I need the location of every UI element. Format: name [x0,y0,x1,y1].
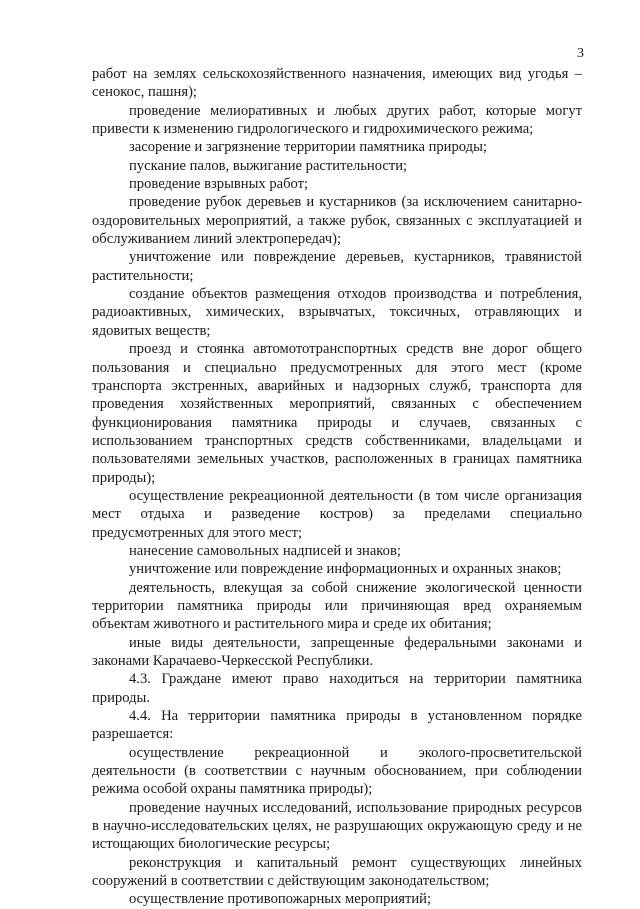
document-body [92,65,582,909]
paragraph-allowed-recreation: осуществление рекреационной и эколого-просветительской деятельности (в соответствии с научным обоснованием, при соблюдении режима особой охраны памятника природы); [92,744,582,798]
paragraph-vegetation-damage: уничтожение или повреждение деревьев, кустарников, травянистой растительности; [92,249,582,284]
paragraph-blasting: проведение взрывных работ; [129,176,309,193]
paragraph-waste-sites: создание объектов размещения отходов производства и потребления, радиоактивных, химических, взрывчатых, токсичных, отравляющих и ядовитых веществ; [92,286,582,339]
paragraph-section-4-3: 4.3. Граждане имеют право находиться на территории памятника природы. [92,671,582,706]
paragraph-signs: уничтожение или повреждение информационных и охранных знаков; [129,561,562,578]
paragraph-ecological-harm: деятельность, влекущая за собой снижение экологической ценности территории памятника природы или причиняющая вред охраняемым объектам животного и растительного мира и среде их обитания; [92,579,582,633]
paragraph-logging: проведение рубок деревьев и кустарников (за исключением санитарно-оздоровительных мероприятий, а также рубок, связанных с эксплуатацией и обслуживанием линий электропередач); [92,194,582,248]
paragraph-burning: пускание палов, выжигание растительности; [129,157,408,174]
paragraph-melioration: проведение мелиоративных и любых других работ, которые могут привести к изменению гидрологического и гидрохимического режима; [92,102,582,138]
paragraph-recreation: осуществление рекреационной деятельности (в том числе организация мест отдыха и разведение костров) за пределами специально предусмотренных для этого мест; [92,487,582,541]
paragraph-other-prohibited: иные виды деятельности, запрещенные федеральными законами и законами Карачаево-Черкесской Республики. [92,634,582,669]
paragraph-allowed-fire-prevention: осуществление противопожарных мероприятий; [129,891,432,908]
paragraph-allowed-research: проведение научных исследований, использование природных ресурсов в научно-исследовательских целях, не разрушающих окружающую среду и не истощающих биологические ресурсы; [92,799,582,853]
paragraph-allowed-reconstruction: реконструкция и капитальный ремонт существующих линейных сооружений в соответствии с действующим законодательством; [92,854,582,890]
paragraph-vehicles: проезд и стоянка автомототранспортных средств вне дорог общего пользования и специально предусмотренных для этого мест (кроме транспорта экстренных, аварийных и надзорных служб, транспорта для проведения хозяйственных мероприятий, связанных с обеспечением функционирования памятника природы и случаев, связанных с использованием транспортных средств собственниками, владельцами и пользователями земельных участков, расположенных в границах памятника природы); [92,341,582,486]
page-number: 3 [577,46,584,61]
paragraph-section-4-4: 4.4. На территории памятника природы в установленном порядке разрешается: [92,708,582,743]
paragraph-pollution: засорение и загрязнение территории памятника природы; [129,139,487,156]
paragraph-inscriptions: нанесение самовольных надписей и знаков; [129,542,401,559]
paragraph-continuation: работ на землях сельскохозяйственного назначения, имеющих вид угодья – сенокос, пашня); [92,66,582,101]
